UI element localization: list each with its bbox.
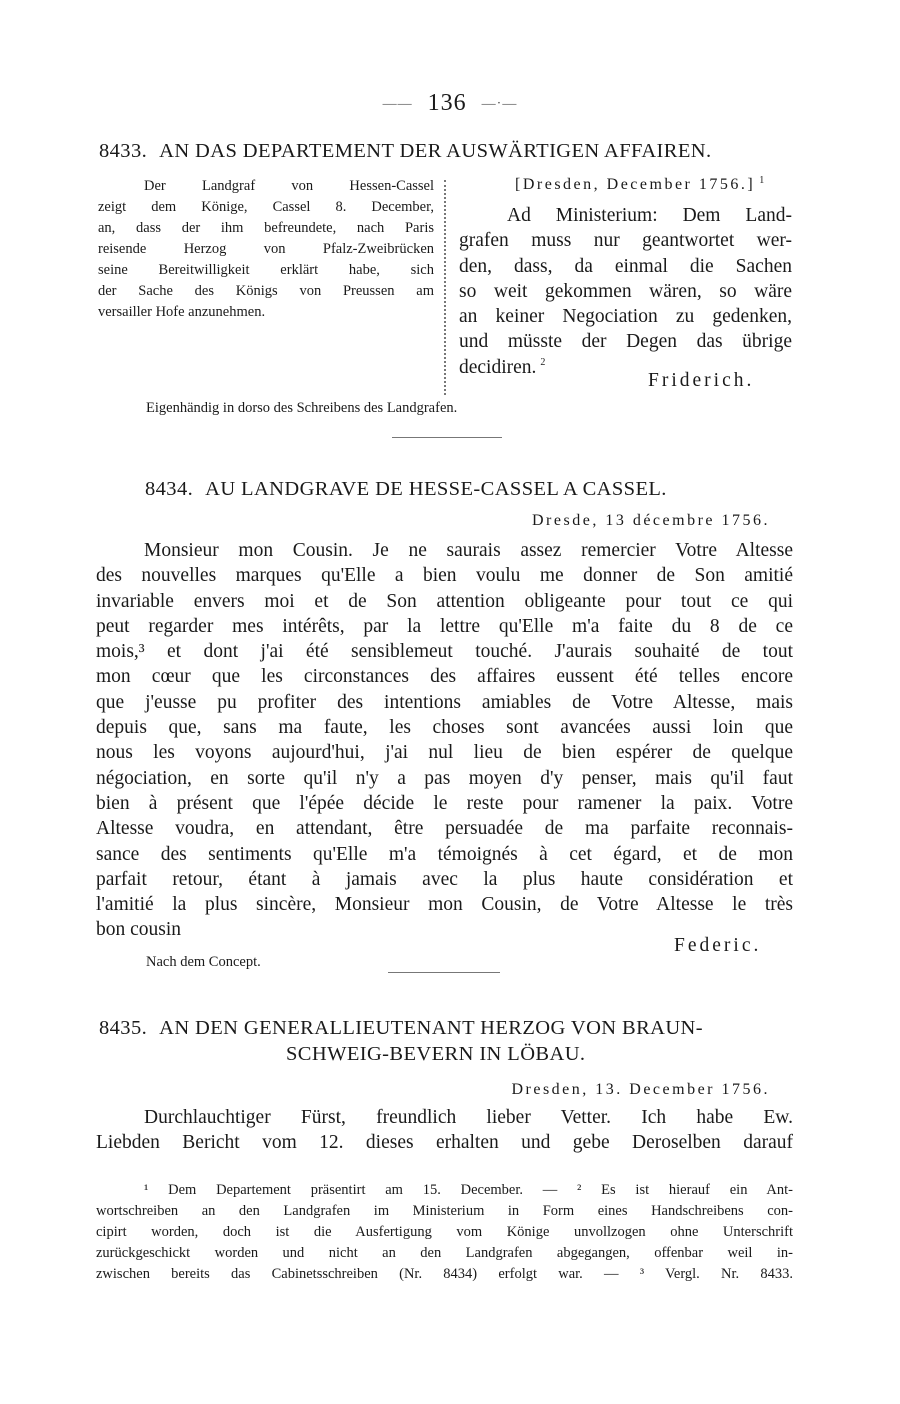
section-separator (392, 437, 502, 438)
doc-title: AU LANDGRAVE DE HESSE-CASSEL A CASSEL. (205, 478, 667, 500)
letter-line: nous les voyons aujourd'hui, j'ai nul lieu de bien espérer de quelque (96, 742, 793, 764)
letter-line: Altesse voudra, en attendant, être persuadée de ma parfaite reconnais- (96, 818, 793, 840)
doc-title: AN DEN GENERALLIEUTENANT HERZOG VON BRAUN- (159, 1017, 703, 1039)
source-note: Eigenhändig in dorso des Schreibens des Landgrafen. (146, 400, 458, 416)
summary-line: der Sache des Königs von Preussen am (98, 283, 434, 299)
letter-line: Liebden Bericht vom 12. dieses erhalten und gebe Deroselben darauf (96, 1132, 793, 1154)
letter-line: Monsieur mon Cousin. Je ne saurais assez remercier Votre Altesse (144, 540, 793, 561)
doc-8434-heading (145, 478, 667, 501)
doc-title: AN DAS DEPARTEMENT DER AUSWÄRTIGEN AFFAIREN. (159, 140, 712, 162)
doc-8434-letter (96, 538, 793, 943)
doc-8435-date: Dresden, 13. December 1756. (511, 1081, 770, 1098)
letter-line: l'amitié la plus sincère, Monsieur mon Cousin, de Votre Altesse le très (96, 894, 793, 916)
letter-line: Durchlauchtiger Fürst, freundlich lieber Vetter. Ich habe Ew. (144, 1107, 793, 1128)
letter-line: mon cœur que les circonstances des affaires eussent été telles encore (96, 666, 793, 688)
summary-line: zeigt dem Könige, Cassel 8. December, (98, 199, 434, 215)
footnote-ref: 2 (540, 357, 546, 369)
doc-8435-heading (99, 1017, 703, 1040)
footnote-line: zwischen bereits das Cabinetsschreiben (Nr. 8434) erfolgt war. — ³ Vergl. Nr. 8433. (96, 1266, 793, 1282)
doc-number: 8435. (99, 1017, 148, 1039)
letter-line: parfait retour, étant à jamais avec la plus haute considération et (96, 868, 793, 890)
doc-number: 8433. (99, 140, 148, 162)
resolution-line: Ad Ministerium: Dem Land- (507, 205, 792, 226)
doc-8435-heading-cont: SCHWEIG-BEVERN IN LÖBAU. (286, 1043, 586, 1065)
signature: Federic. (674, 935, 762, 956)
summary-line: seine Bereitwilligkeit erklärt habe, sich (98, 262, 434, 278)
letter-line: négociation, en sorte qu'il n'y a pas moyen d'y penser, mais qu'il faut (96, 767, 793, 789)
doc-8433-resolution (459, 203, 792, 380)
letter-line: depuis que, sans ma faute, les choses sont avancées aussi loin que (96, 717, 793, 739)
doc-8435-letter (96, 1105, 793, 1156)
letter-line: peut regarder mes intérêts, par la lettre qu'Elle m'a faite du 8 de ce (96, 615, 793, 637)
header-dash-right: —·— (481, 96, 518, 112)
resolution-line: den, dass, da einmal die Sachen (459, 255, 792, 277)
letter-line: invariable envers moi et de Son attention obligeante pour tout ce qui (96, 590, 793, 612)
page-header (0, 90, 900, 117)
footnote-line: zurückgeschickt worden und nicht an den Landgrafen abgegangen, offenbar weil in- (96, 1245, 793, 1261)
letter-line: bon cousin (96, 919, 182, 941)
footnote-line: wortschreiben an den Landgrafen im Ministerium in Form eines Handschreibens con- (96, 1203, 793, 1219)
doc-8434-date: Dresde, 13 décembre 1756. (532, 512, 770, 529)
signature: Friderich. (648, 370, 755, 391)
column-divider (444, 180, 446, 395)
header-dash-left: —— (382, 96, 413, 112)
footnote-line: cipirt worden, doch ist die Ausfertigung vom Könige unvollzogen ohne Unterschrift (96, 1224, 793, 1240)
footnote-ref: 1 (759, 174, 765, 186)
resolution-line: grafen muss nur geantwortet wer- (459, 230, 792, 252)
doc-8433-summary (98, 176, 434, 323)
source-note: Nach dem Concept. (146, 954, 261, 970)
resolution-line: so weit gekommen wären, so wäre (459, 280, 792, 302)
doc-8433-date: [Dresden, December 1756.] $^1$ (515, 174, 765, 193)
doc-8433-heading (99, 140, 711, 163)
resolution-line: an keiner Negociation zu gedenken, (459, 306, 792, 328)
letter-line: que j'eusse pu profiter des intentions amiables de Votre Altesse, mais (96, 691, 793, 713)
footnote-line: ¹ Dem Departement präsentirt am 15. December. — ² Es ist hierauf ein Ant- (144, 1182, 793, 1198)
letter-line: mois,³ et dont j'ai été sensiblemeut touché. J'aurais souhaité de tout (96, 641, 793, 663)
page-number: 136 (427, 90, 467, 116)
summary-line: versailler Hofe anzunehmen. (98, 304, 266, 320)
resolution-line: und müsste der Degen das übrige (459, 331, 792, 353)
resolution-line: decidiren. $^2$ (459, 356, 546, 378)
letter-line: sance des sentiments qu'Elle m'a témoignés à cet égard, et de mon (96, 843, 793, 865)
footnotes (96, 1180, 793, 1285)
summary-line: Der Landgraf von Hessen-Cassel (144, 178, 434, 194)
doc-number: 8434. (145, 478, 194, 500)
letter-line: des nouvelles marques qu'Elle a bien voulu me donner de Son amitié (96, 565, 793, 587)
section-separator (388, 972, 500, 973)
letter-line: bien à présent que l'épée décide le reste pour ramener la paix. Votre (96, 792, 793, 814)
summary-line: an, dass der ihm befreundete, nach Paris (98, 220, 434, 236)
summary-line: reisende Herzog von Pfalz-Zweibrücken (98, 241, 434, 257)
